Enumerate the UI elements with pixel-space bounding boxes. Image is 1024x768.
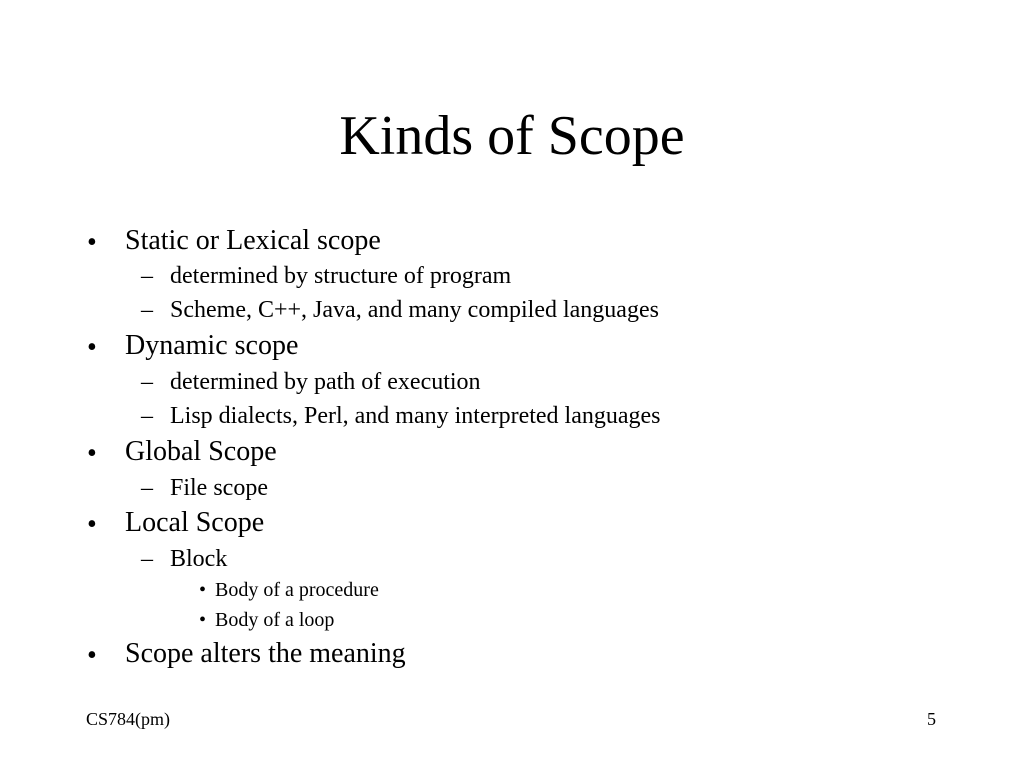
bullet-item-dynamic-scope: Dynamic scope — [125, 330, 299, 361]
bullet-marker: • — [87, 640, 97, 671]
sub-bullet-item: File scope — [170, 475, 268, 501]
sub-bullet-marker: – — [141, 263, 153, 289]
bullet-item-local-scope: Local Scope — [125, 507, 265, 538]
bullet-marker: • — [87, 332, 97, 363]
footer-course-label: CS784(pm) — [86, 709, 171, 729]
sub-bullet-item: determined by path of execution — [170, 369, 481, 395]
sub-sub-bullet-marker: • — [199, 609, 207, 631]
sub-sub-bullet-item: Body of a loop — [215, 609, 335, 631]
bullet-item-scope-alters-meaning: Scope alters the meaning — [125, 638, 406, 669]
sub-bullet-marker: – — [141, 369, 153, 395]
sub-bullet-item: determined by structure of program — [170, 263, 512, 289]
sub-bullet-marker: – — [141, 546, 153, 572]
sub-sub-bullet-item: Body of a procedure — [215, 579, 379, 601]
page-number: 5 — [927, 709, 936, 729]
sub-bullet-item: Block — [170, 546, 228, 572]
bullet-marker: • — [87, 509, 97, 540]
sub-bullet-item: Lisp dialects, Perl, and many interpreted languages — [170, 403, 661, 429]
bullet-item-global-scope: Global Scope — [125, 436, 277, 467]
slide-title: Kinds of Scope — [339, 105, 685, 167]
sub-bullet-marker: – — [141, 475, 153, 501]
bullet-marker: • — [87, 438, 97, 469]
sub-bullet-marker: – — [141, 297, 153, 323]
bullet-marker: • — [87, 227, 97, 258]
sub-sub-bullet-marker: • — [199, 579, 207, 601]
bullet-item-static-scope: Static or Lexical scope — [125, 225, 381, 256]
sub-bullet-marker: – — [141, 403, 153, 429]
sub-bullet-item: Scheme, C++, Java, and many compiled languages — [170, 297, 659, 323]
